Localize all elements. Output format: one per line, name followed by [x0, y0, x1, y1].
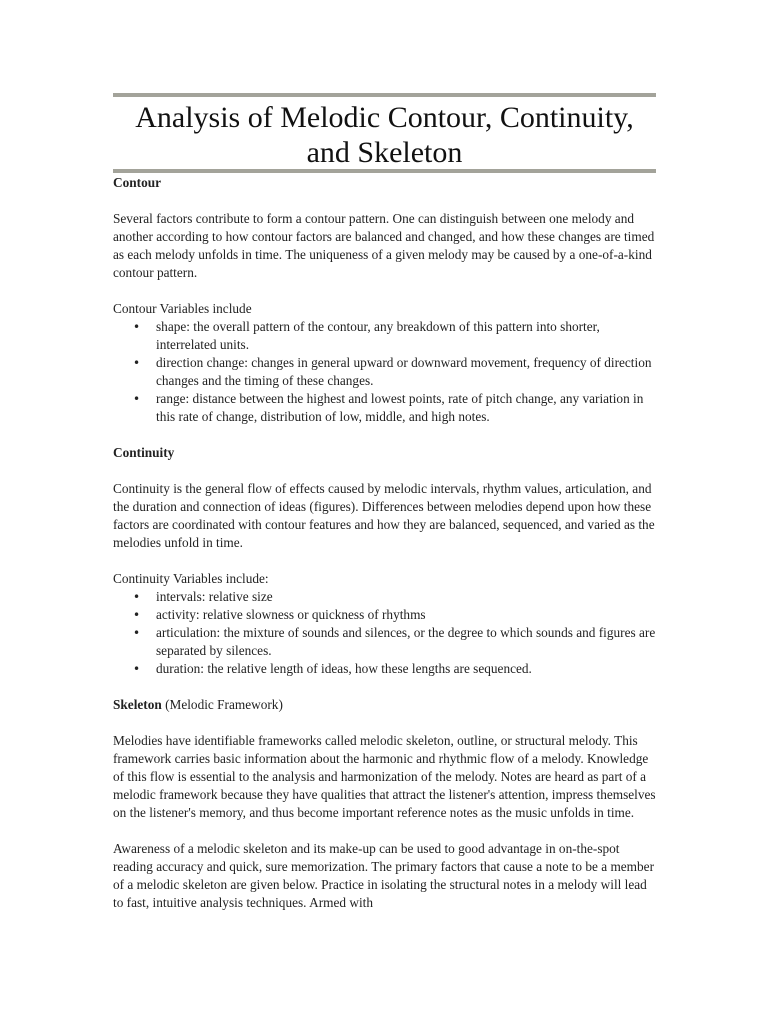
document-body [113, 174, 658, 912]
list-item: • direction change: changes in general upward or downward movement, frequency of direction changes and the timing of these changes. [113, 354, 658, 390]
contour-variables-list [113, 318, 658, 426]
continuity-paragraph: Continuity is the general flow of effects caused by melodic intervals, rhythm values, articulation, and the duration and connection of ideas (figures). Differences between melodies depend upon how these factors are coordinated with contour features and how they are balanced, sequenced, and varied as the melodies unfold in time. [113, 481, 655, 550]
skeleton-heading-line [113, 696, 658, 714]
list-item: • activity: relative slowness or quickness of rhythms [113, 606, 658, 624]
contour-heading: Contour [113, 175, 162, 190]
skeleton-paragraph-2: Awareness of a melodic skeleton and its make-up can be used to good advantage in on-the-spot reading accuracy and quick, sure memorization. The primary factors that cause a note to be a member of a melodic skeleton are given below. Practice in isolating the structural notes in a melody will lead to fast, intuitive analysis techniques. Armed with [113, 841, 655, 910]
list-item: • articulation: the mixture of sounds and silences, or the degree to which sounds and figures are separated by silences. [113, 624, 658, 660]
contour-paragraph: Several factors contribute to form a contour pattern. One can distinguish between one melody and another according to how contour factors are balanced and changed, and how these changes are timed as each melody unfolds in time. The uniqueness of a given melody may be caused by a one-of-a-kind contour pattern. [113, 211, 655, 280]
list-item: • shape: the overall pattern of the contour, any breakdown of this pattern into shorter, interrelated units. [113, 318, 658, 354]
list-item: • intervals: relative size [113, 588, 658, 606]
list-item: • range: distance between the highest and lowest points, rate of pitch change, any variation in this rate of change, distribution of low, middle, and high notes. [113, 390, 658, 426]
continuity-heading: Continuity [113, 445, 175, 460]
continuity-variables-list [113, 588, 658, 678]
title-top-rule [113, 93, 656, 97]
skeleton-paragraph-1: Melodies have identifiable frameworks called melodic skeleton, outline, or structural melody. This framework carries basic information about the harmonic and rhythmic flow of a melody. Knowledge of this flow is essential to the analysis and harmonization of the melody. Notes are heard as part of a melodic framework because they have qualities that attract the listener's attention, impress themselves on the listener's memory, and thus become important reference notes as the music unfolds in time. [113, 733, 656, 820]
list-item: • duration: the relative length of ideas, how these lengths are sequenced. [113, 660, 658, 678]
contour-list-intro: Contour Variables include [113, 301, 252, 316]
title-bottom-rule [113, 169, 656, 173]
skeleton-heading: Skeleton [113, 697, 162, 712]
continuity-list-intro: Continuity Variables include: [113, 571, 269, 586]
page-title: Analysis of Melodic Contour, Continuity, and Skeleton [135, 101, 634, 169]
skeleton-heading-suffix: (Melodic Framework) [161, 697, 283, 712]
